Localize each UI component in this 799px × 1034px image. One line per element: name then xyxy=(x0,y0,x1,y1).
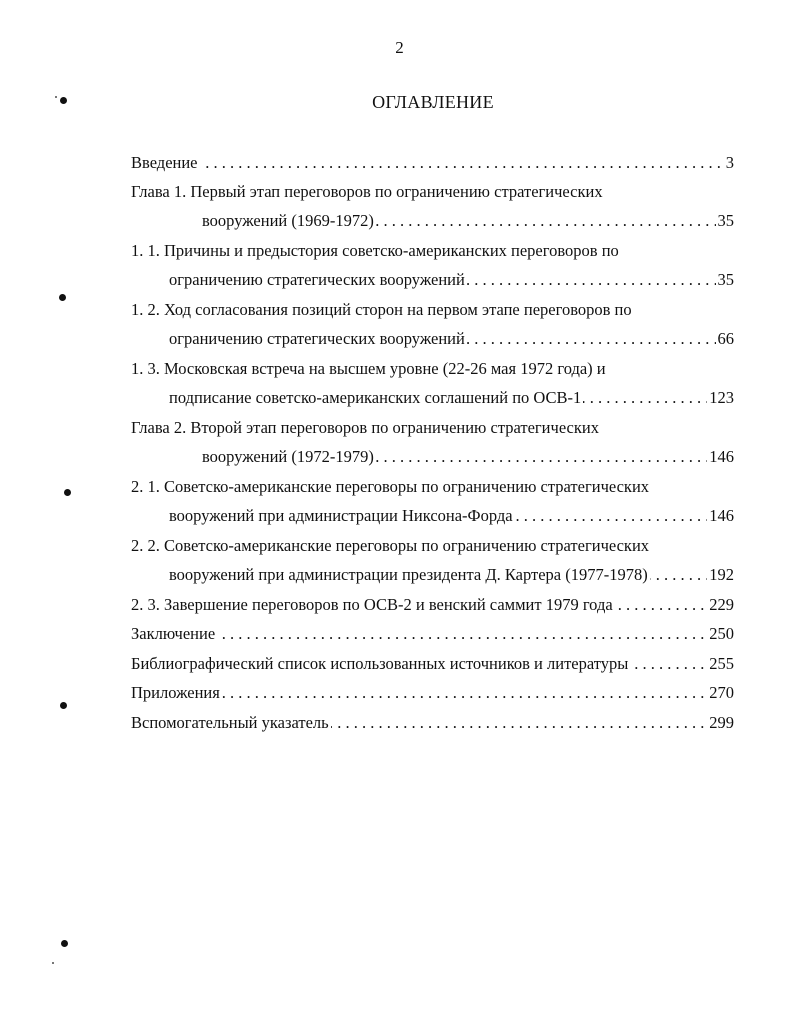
scan-speck xyxy=(55,96,57,98)
toc-entry xyxy=(169,386,734,410)
toc-entry xyxy=(131,593,734,617)
toc-entry xyxy=(131,180,734,204)
toc-entry-page: 270 xyxy=(707,681,734,705)
scan-mark xyxy=(60,702,67,709)
scan-mark xyxy=(59,294,66,301)
toc-entry xyxy=(131,298,734,322)
scan-speck xyxy=(52,962,54,964)
toc-entry-page: 192 xyxy=(707,563,734,587)
toc-entry-title: ограничению стратегических вооружений xyxy=(169,329,465,348)
page-number: 2 xyxy=(395,38,404,57)
toc-entry-title: Вспомогательный указатель xyxy=(131,713,329,732)
toc-entry-title: 1. 3. Московская встреча на высшем уровне (22-26 мая 1972 года) и xyxy=(131,359,606,378)
toc-entry xyxy=(131,622,734,646)
toc-entry xyxy=(169,327,734,351)
toc-entry-title: 2. 1. Советско-американские переговоры по ограничению стратегических xyxy=(131,477,650,496)
toc-entry xyxy=(169,504,734,528)
toc-entry-title: Глава 2. Второй этап переговоров по ограничению стратегических xyxy=(131,418,599,437)
toc-entry xyxy=(202,445,734,469)
toc-entry-title: Введение xyxy=(131,153,198,172)
toc-entry-page: 299 xyxy=(707,711,734,735)
toc-entry-title: подписание советско-американских соглашений по ОСВ-1 xyxy=(169,388,582,407)
toc-entry xyxy=(202,209,734,233)
toc-entry-title: Приложения xyxy=(131,683,220,702)
toc-entry xyxy=(131,534,734,558)
toc-entry-title: 2. 2. Советско-американские переговоры по ограничению стратегических xyxy=(131,536,650,555)
toc-entry-title: ограничению стратегических вооружений xyxy=(169,270,465,289)
scan-mark xyxy=(60,97,67,104)
scan-mark xyxy=(64,489,71,496)
toc-entry-title: вооружений при администрации Никсона-Форда xyxy=(169,506,513,525)
scan-mark xyxy=(61,940,68,947)
toc-entry-page: 123 xyxy=(707,386,734,410)
toc-entry xyxy=(169,563,734,587)
toc-entry-title: 1. 1. Причины и предыстория советско-американских переговоров по xyxy=(131,241,619,260)
toc-entry-title: Глава 1. Первый этап переговоров по ограничению стратегических xyxy=(131,182,603,201)
toc-entry-page: 255 xyxy=(707,652,734,676)
toc-entry-page: 146 xyxy=(707,504,734,528)
toc-entry-page: 3 xyxy=(724,151,734,175)
toc-entry-page: 35 xyxy=(716,209,735,233)
toc-entry xyxy=(131,652,734,676)
toc-entry-title: вооружений при администрации президента Д. Картера (1977-1978) xyxy=(169,565,648,584)
toc-entry xyxy=(131,151,734,175)
toc-entry-page: 146 xyxy=(707,445,734,469)
toc-entry xyxy=(131,239,734,263)
toc-entry-page: 229 xyxy=(707,593,734,617)
toc-entry-title: вооружений (1972-1979) xyxy=(202,447,374,466)
page-title: ОГЛАВЛЕНИЕ xyxy=(372,92,494,112)
toc-entry-title: 2. 3. Завершение переговоров по ОСВ-2 и венский саммит 1979 года xyxy=(131,595,613,614)
toc-entry xyxy=(131,475,734,499)
toc-entry xyxy=(131,357,734,381)
toc-entry xyxy=(169,268,734,292)
toc-entry xyxy=(131,711,734,735)
toc-entry xyxy=(131,416,734,440)
toc-entry xyxy=(131,681,734,705)
toc-entry-title: вооружений (1969-1972) xyxy=(202,211,374,230)
toc-entry-title: Библиографический список использованных источников и литературы xyxy=(131,654,629,673)
toc-entry-title: Заключение xyxy=(131,624,216,643)
toc-entry-title: 1. 2. Ход согласования позиций сторон на первом этапе переговоров по xyxy=(131,300,632,319)
toc-entry-page: 250 xyxy=(707,622,734,646)
toc-entry-page: 35 xyxy=(716,268,735,292)
toc-entry-page: 66 xyxy=(716,327,735,351)
